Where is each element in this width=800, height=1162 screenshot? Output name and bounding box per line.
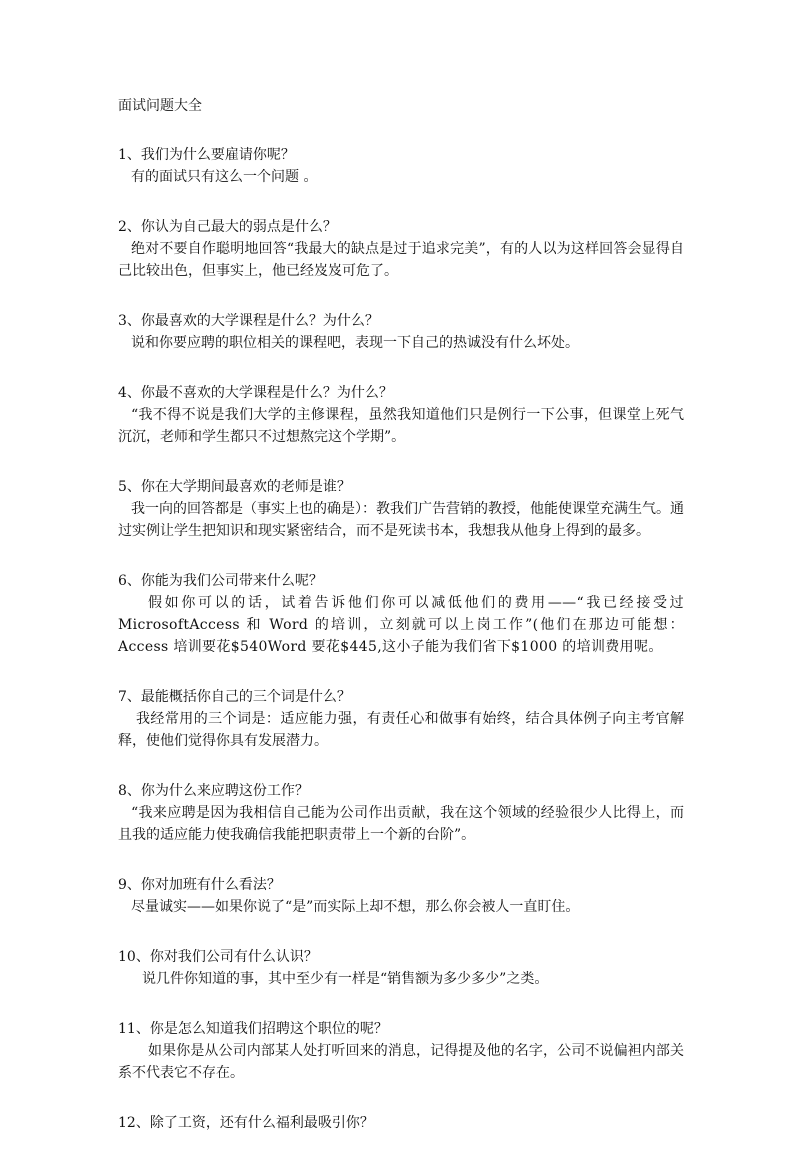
qa-item-9 [118, 874, 684, 918]
qa-item-12 [118, 1112, 684, 1134]
answer-8: “我来应聘是因为我相信自己能为公司作出贡献，我在这个领域的经验很少人比得上，而且我的适应能力使我确信我能把职责带上一个新的台阶”。 [118, 805, 684, 843]
question-3: 3、你最喜欢的大学课程是什么？为什么？ [118, 313, 379, 329]
question-2: 2、你认为自己最大的弱点是什么？ [118, 219, 337, 235]
qa-item-7 [118, 686, 684, 752]
qa-item-6 [118, 570, 684, 658]
question-9: 9、你对加班有什么看法？ [118, 877, 281, 893]
qa-item-1 [118, 144, 684, 188]
answer-4: “我不得不说是我们大学的主修课程，虽然我知道他们只是例行一下公事，但课堂上死气沉沉，老师和学生都只不过想熬完这个学期”。 [118, 407, 684, 445]
answer-6: 假如你可以的话，试着告诉他们你可以减低他们的费用——“我已经接受过MicrosoftAccess 和 Word 的培训，立刻就可以上岗工作”(他们在那边可能想：Access 培训要花$540Word 要花$445,这小子能为我们省下$1000 的培训费用呢。 [118, 595, 684, 655]
answer-5: 我一向的回答都是（事实上也的确是）：教我们广告营销的教授，他能使课堂充满生气。通过实例让学生把知识和现实紧密结合，而不是死读书本，我想我从他身上得到的最多。 [118, 501, 684, 539]
question-12: 12、除了工资，还有什么福利最吸引你？ [118, 1115, 374, 1131]
answer-10: 说几件你知道的事，其中至少有一样是“销售额为多少多少”之类。 [142, 971, 549, 987]
answer-2: 绝对不要自作聪明地回答“我最大的缺点是过于追求完美”，有的人以为这样回答会显得自己比较出色，但事实上，他已经岌岌可危了。 [118, 241, 684, 279]
question-4: 4、你最不喜欢的大学课程是什么？为什么？ [118, 385, 393, 401]
answer-1: 有的面试只有这么一个问题 。 [131, 169, 318, 185]
answer-9: 尽量诚实——如果你说了“是”而实际上却不想，那么你会被人一直盯住。 [131, 899, 580, 915]
question-10: 10、你对我们公司有什么认识？ [118, 949, 318, 965]
answer-11: 如果你是从公司内部某人处打听回来的消息，记得提及他的名字，公司不说偏袒内部关系不代表它不存在。 [118, 1043, 684, 1081]
question-5: 5、你在大学期间最喜欢的老师是谁？ [118, 479, 351, 495]
question-1: 1、我们为什么要雇请你呢？ [118, 147, 295, 163]
qa-item-3 [118, 310, 684, 354]
qa-item-2 [118, 216, 684, 282]
qa-item-5 [118, 476, 684, 542]
question-6: 6、你能为我们公司带来什么呢？ [118, 573, 323, 589]
question-7: 7、最能概括你自己的三个词是什么？ [118, 689, 351, 705]
question-11: 11、你是怎么知道我们招聘这个职位的呢？ [118, 1021, 388, 1037]
qa-item-4 [118, 382, 684, 448]
qa-item-11 [118, 1018, 684, 1084]
qa-item-8 [118, 780, 684, 846]
answer-3: 说和你要应聘的职位相关的课程吧，表现一下自己的热诚没有什么坏处。 [131, 335, 579, 351]
question-8: 8、你为什么来应聘这份工作？ [118, 783, 309, 799]
qa-item-10 [118, 946, 684, 990]
answer-7: 我经常用的三个词是：适应能力强，有责任心和做事有始终，结合具体例子向主考官解释，使他们觉得你具有发展潜力。 [118, 711, 684, 749]
document-title: 面试问题大全 [118, 98, 202, 114]
document-page [118, 95, 684, 1162]
